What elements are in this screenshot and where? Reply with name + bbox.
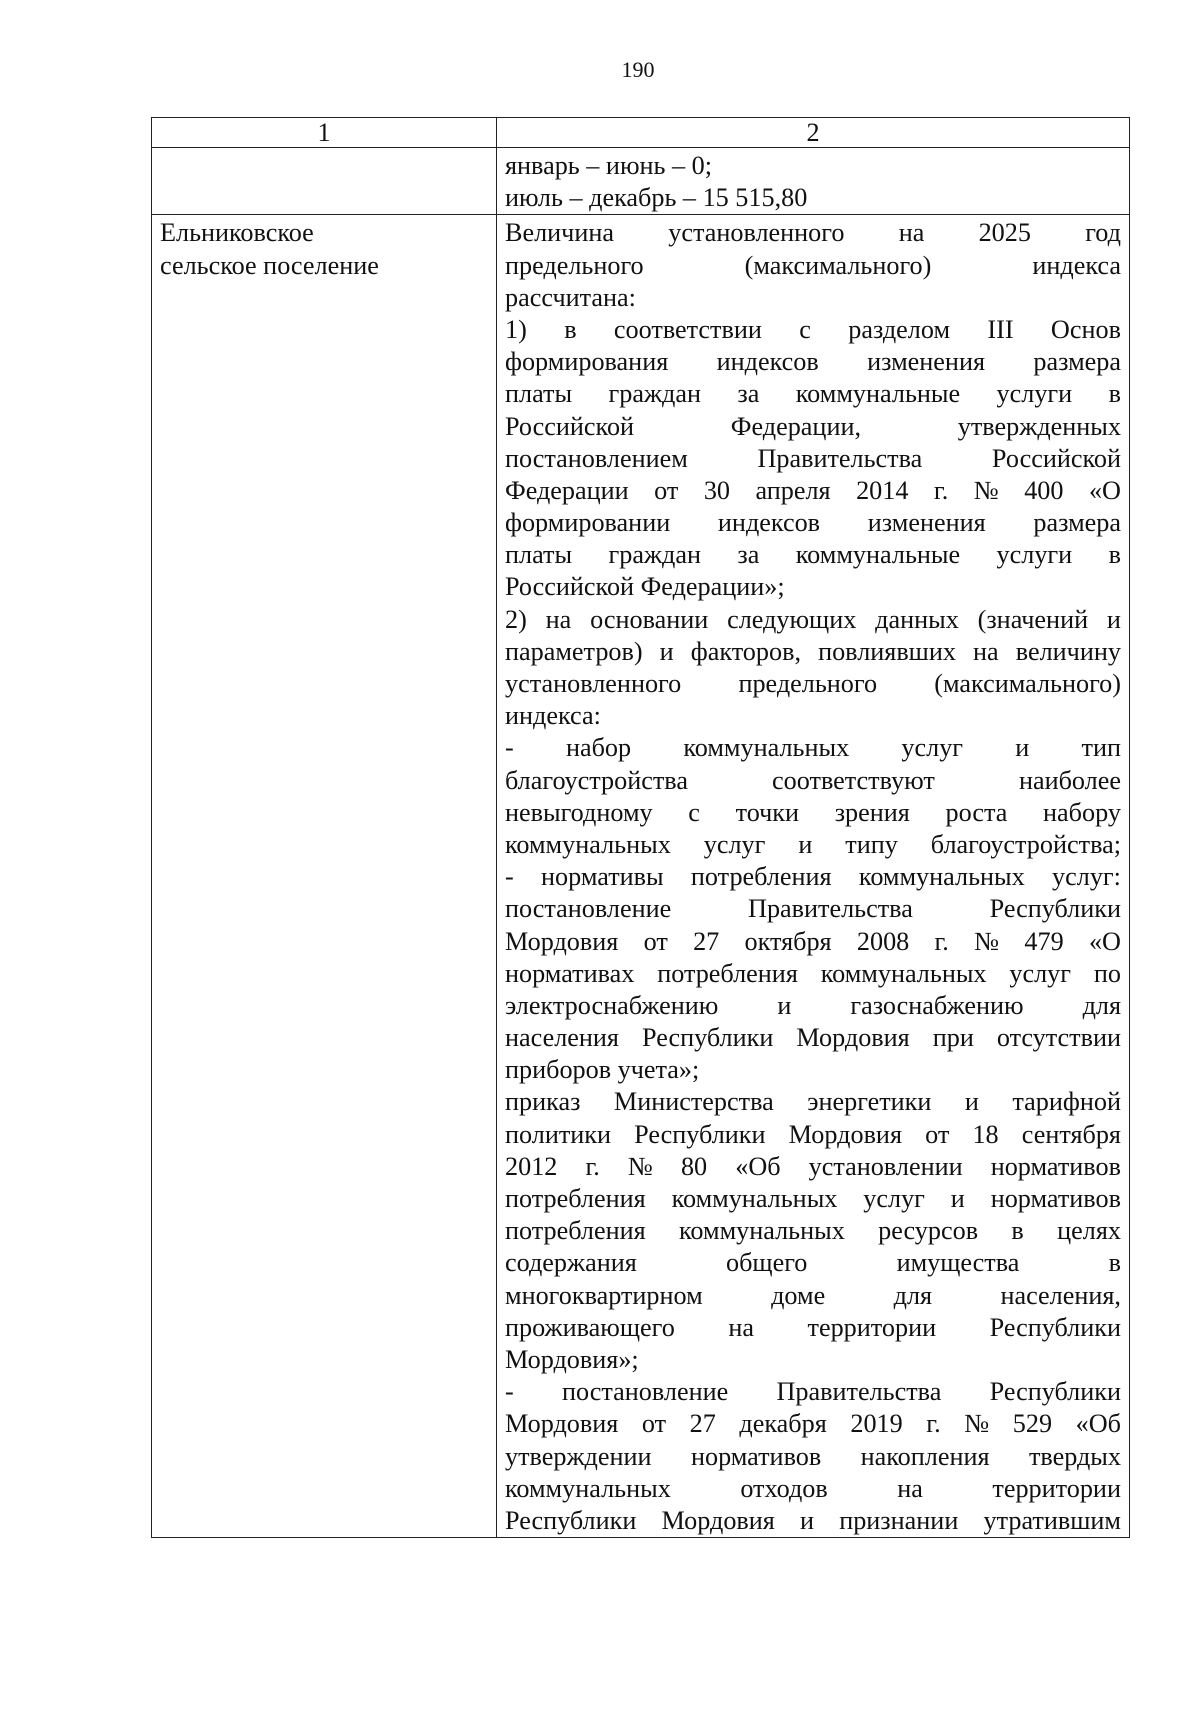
text-line (505, 507, 1121, 539)
word: следующих (727, 604, 857, 634)
word: Республики (989, 1377, 1121, 1407)
text-line (505, 1119, 1121, 1151)
word: Федерации, (730, 411, 862, 441)
word: на (728, 1312, 754, 1342)
word: услуг (703, 829, 766, 859)
word: г. (585, 1151, 600, 1181)
word: отходов (740, 1473, 828, 1503)
word: содержания (505, 1248, 637, 1278)
text-line (505, 636, 1121, 668)
word: граждан (608, 379, 701, 409)
word: набор (565, 733, 632, 763)
settlement-name-line: Ельниковское (160, 218, 314, 248)
word: твердых (1028, 1441, 1121, 1471)
word: нормативах (505, 958, 635, 988)
row1-col2-cell (497, 148, 1130, 215)
word: Федерации (505, 475, 629, 505)
text-line (505, 443, 1121, 475)
word: установлении (808, 1151, 963, 1181)
word: Российской (505, 411, 635, 441)
word: потребления (690, 862, 832, 892)
word: тип (1081, 733, 1121, 763)
text-line (505, 1408, 1121, 1440)
text-line (505, 475, 1121, 507)
word: утвержденных (957, 411, 1121, 441)
text-line (505, 604, 1121, 636)
text-line (505, 1247, 1121, 1279)
text-line (505, 1280, 1121, 1312)
word: целях (1057, 1216, 1121, 1246)
word: наиболее (1018, 765, 1121, 795)
word: потребления (657, 958, 798, 988)
word: повлиявших (818, 636, 956, 666)
word: 529 (1012, 1409, 1053, 1439)
word: № (974, 926, 1000, 956)
word: коммунальных (671, 1184, 838, 1213)
page-number: 190 (621, 57, 655, 82)
word: Правительства (776, 1377, 942, 1407)
table-header-row (152, 118, 1130, 148)
word: коммунальных (683, 733, 850, 763)
text-line (505, 829, 1121, 861)
word: 2019 (850, 1409, 903, 1439)
word: набору (1043, 797, 1121, 827)
word: 27 (689, 1409, 716, 1439)
word: разделом (848, 314, 951, 344)
row2-col2-cell (497, 215, 1130, 1538)
text-line (505, 314, 1121, 346)
word: - (505, 733, 514, 763)
word: № (973, 475, 999, 505)
word: установленного (505, 669, 682, 698)
word: сентября (1021, 1119, 1121, 1149)
word: «О (1088, 926, 1121, 956)
word: за (737, 379, 760, 409)
document-table (151, 117, 1130, 1538)
word: коммунальные (795, 540, 961, 570)
word: невыгодному (505, 797, 653, 827)
word: - (505, 862, 514, 892)
word: при (932, 1023, 974, 1053)
text-line: приборов учета»; (505, 1055, 700, 1085)
word: Мордовия (661, 1505, 775, 1535)
word: индексов (716, 347, 819, 377)
word: и (1106, 604, 1121, 634)
text-line (505, 1022, 1121, 1054)
word: Мордовия (788, 1119, 902, 1149)
word: факторов, (690, 636, 801, 666)
word: на (973, 636, 999, 666)
text-line (505, 539, 1121, 571)
word: с (799, 314, 811, 344)
text-line (505, 1441, 1121, 1473)
word: утверждении (505, 1441, 652, 1471)
word: общего (725, 1248, 808, 1278)
word: 2012 (505, 1151, 558, 1181)
word: коммунальных (820, 958, 987, 988)
word: Правительства (748, 894, 913, 924)
word: постановлением (505, 443, 688, 473)
word: по (1093, 958, 1121, 988)
word: на (545, 604, 572, 634)
word: Министерства (613, 1087, 774, 1117)
word: величину (1015, 636, 1121, 666)
text-line: индекса: (505, 701, 601, 731)
word: услуг (1009, 958, 1071, 988)
word: в (1108, 379, 1121, 409)
word: основании (590, 604, 709, 634)
word: соответствуют (772, 765, 935, 795)
word: нормативов (690, 1441, 822, 1471)
word: услуги (996, 379, 1073, 409)
word: коммунальных (505, 1473, 671, 1503)
word: Мордовия (505, 926, 619, 956)
text-line (505, 378, 1121, 410)
word: данных (875, 604, 959, 634)
word: услуг: (1052, 862, 1121, 892)
text-line (505, 1086, 1121, 1118)
word: доме (771, 1280, 826, 1310)
word: и (659, 636, 674, 666)
word: г. (933, 475, 949, 505)
word: от (641, 1409, 667, 1439)
word: граждан (608, 540, 701, 570)
word: зрения (834, 797, 910, 827)
text-line (505, 1312, 1121, 1344)
word: территории (807, 1312, 937, 1342)
word: 1) (505, 314, 527, 344)
word: формировании (505, 508, 671, 538)
word: Республики (634, 1119, 766, 1149)
text-line (505, 411, 1121, 443)
word: (значений (977, 604, 1089, 634)
text-line (505, 1183, 1121, 1215)
word: услуги (996, 540, 1073, 570)
text-line (505, 732, 1121, 764)
word: № (964, 1409, 990, 1439)
word: точки (735, 797, 800, 827)
word: населения, (1000, 1280, 1121, 1310)
text-line (505, 1376, 1121, 1408)
word: индекса (1032, 250, 1121, 280)
word: от (643, 926, 668, 956)
word: установленного (668, 218, 845, 248)
word: энергетики (807, 1087, 932, 1117)
word: параметров) (505, 636, 643, 666)
word: коммунальных (858, 862, 1025, 892)
word: октября (744, 926, 832, 956)
word: Республики (505, 1505, 637, 1535)
word: в (1011, 1216, 1024, 1246)
text-line (505, 1505, 1121, 1537)
table-row (152, 148, 1130, 215)
word: «О (1088, 475, 1121, 505)
word: роста (945, 797, 1008, 827)
word: и (777, 990, 792, 1020)
text-line (505, 1151, 1121, 1183)
word: (максимального) (744, 250, 932, 280)
word: нормативы (541, 862, 664, 892)
word: коммунальных (679, 1216, 845, 1246)
word: политики (505, 1119, 612, 1149)
word: постановление (562, 1377, 729, 1407)
word: потребления (505, 1216, 646, 1246)
word: типу (845, 829, 898, 859)
word: платы (505, 540, 573, 570)
word: № (627, 1151, 653, 1181)
word: предельного (738, 669, 878, 698)
word: 18 (972, 1119, 999, 1149)
word: и (798, 829, 813, 859)
text-line (505, 861, 1121, 893)
word: соответствии (613, 314, 762, 344)
text-line (505, 765, 1121, 797)
word: размера (1033, 508, 1121, 538)
word: электроснабжению (505, 990, 719, 1020)
word: приказ (505, 1087, 581, 1117)
text-line (505, 797, 1121, 829)
word: Российской (991, 443, 1121, 473)
word: ресурсов (878, 1216, 979, 1246)
word: нормативов (990, 1184, 1121, 1213)
word: размера (1033, 347, 1121, 377)
word: и (950, 1184, 965, 1213)
row2-col1-cell (152, 215, 497, 1538)
word: с (688, 797, 700, 827)
text-line: январь – июнь – 0; (505, 151, 713, 180)
word: от (925, 1119, 950, 1149)
column-header-2: 2 (497, 118, 1130, 148)
word: г. (934, 926, 949, 956)
word: декабря (739, 1409, 827, 1439)
word: услуг (901, 733, 964, 763)
word: на (897, 1473, 923, 1503)
word: многоквартирном (505, 1280, 703, 1310)
word: платы (505, 379, 573, 409)
settlement-name-line: сельское поселение (160, 250, 379, 280)
word: 2008 (856, 926, 910, 956)
word: на (898, 218, 925, 248)
word: для (1082, 990, 1121, 1020)
word: благоустройства (505, 765, 688, 795)
text-line (505, 1473, 1121, 1505)
word: (максимального) (934, 669, 1121, 698)
word: г. (926, 1409, 941, 1439)
word: и (964, 1087, 979, 1117)
word: территории (992, 1473, 1121, 1503)
text-line: рассчитана: (505, 282, 636, 312)
word: «Об (735, 1151, 781, 1181)
word: предельного (505, 250, 644, 280)
word: благоустройства; (930, 829, 1121, 859)
word: для (893, 1280, 933, 1310)
word: Мордовия (796, 1023, 910, 1053)
text-line (505, 1215, 1121, 1247)
word: в (1108, 540, 1121, 570)
text-line (505, 250, 1121, 282)
text-line (505, 893, 1121, 925)
row1-col1-cell (152, 148, 497, 215)
word: и (1015, 733, 1030, 763)
word: тарифной (1012, 1087, 1121, 1117)
word: 479 (1024, 926, 1064, 956)
word: коммунальных (505, 829, 671, 859)
word: 80 (680, 1151, 708, 1181)
table-row (152, 215, 1130, 1538)
word: нормативов (990, 1151, 1121, 1181)
word: 2014 (856, 475, 909, 505)
word: имущества (896, 1248, 1020, 1278)
text-line (505, 990, 1121, 1022)
word: 30 (703, 475, 731, 505)
word: признании (839, 1505, 959, 1535)
word: в (1108, 1248, 1121, 1278)
word: постановление (505, 894, 672, 924)
text-line (505, 346, 1121, 378)
word: газоснабжению (850, 990, 1024, 1020)
word: 27 (693, 926, 720, 956)
text-line (505, 926, 1121, 958)
word: Величина (505, 218, 614, 248)
word: утратившим (983, 1505, 1121, 1535)
word: потребления (505, 1184, 646, 1213)
word: апреля (755, 475, 831, 505)
text-line: Мордовия»; (505, 1344, 639, 1374)
word: населения (505, 1023, 619, 1053)
word: Республики (642, 1023, 774, 1053)
text-line: Российской Федерации»; (505, 572, 785, 602)
word: за (737, 540, 760, 570)
word: Основ (1050, 314, 1121, 344)
word: «Об (1075, 1409, 1121, 1439)
word: отсутствии (996, 1023, 1121, 1053)
text-line (505, 668, 1121, 700)
word: изменения (867, 508, 986, 538)
text-line (505, 958, 1121, 990)
word: изменения (867, 347, 986, 377)
word: Республики (989, 894, 1121, 924)
word: 400 (1024, 475, 1064, 505)
word: коммунальные (795, 379, 961, 409)
word: 2025 (978, 218, 1031, 248)
word: услуг (863, 1184, 925, 1213)
word: в (564, 314, 577, 344)
word: накопления (860, 1441, 990, 1471)
word: индексов (717, 508, 821, 538)
word: Республики (989, 1312, 1121, 1342)
word: - (505, 1377, 514, 1407)
word: год (1085, 218, 1121, 248)
word: и (800, 1505, 815, 1535)
word: Мордовия (505, 1409, 619, 1439)
word: III (987, 314, 1014, 344)
word: от (654, 475, 679, 505)
word: формирования (505, 347, 669, 377)
word: Правительства (757, 443, 923, 473)
column-header-1: 1 (152, 118, 497, 148)
word: 2) (505, 604, 527, 634)
text-line: июль – декабрь – 15 515,80 (505, 183, 808, 213)
text-line (505, 217, 1121, 249)
word: проживающего (505, 1312, 675, 1342)
